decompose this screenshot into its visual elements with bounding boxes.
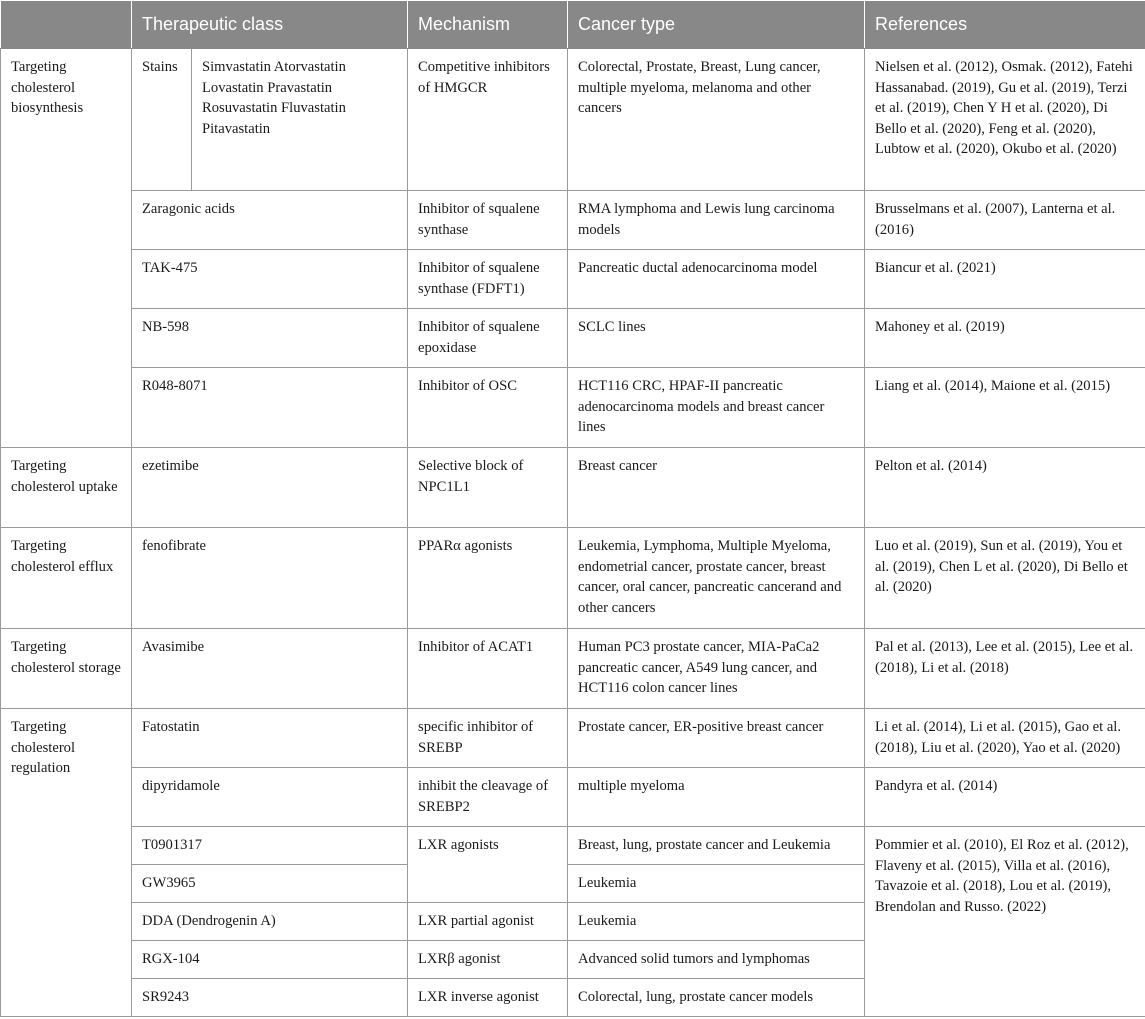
mechanism-cell: Competitive inhibitors of HMGCR [408, 49, 568, 191]
class-cell: DDA (Dendrogenin A) [132, 903, 408, 941]
class-cell: TAK-475 [132, 250, 408, 309]
statin-drug-list: Simvastatin Atorvastatin Lovastatin Pravastatin Rosuvastatin Fluvastatin Pitavastatin [192, 49, 408, 191]
class-cell: Avasimibe [132, 629, 408, 709]
mechanism-cell: Inhibitor of squalene epoxidase [408, 309, 568, 368]
references-cell: Pal et al. (2013), Lee et al. (2015), Lee et al. (2018), Li et al. (2018) [865, 629, 1145, 709]
header-references: References [865, 1, 1145, 49]
references-cell: Pelton et al. (2014) [865, 448, 1145, 528]
cancer-type-cell: Human PC3 prostate cancer, MIA-PaCa2 pancreatic cancer, A549 lung cancer, and HCT116 colon cancer lines [568, 629, 865, 709]
class-cell: SR9243 [132, 979, 408, 1017]
references-cell: Pandyra et al. (2014) [865, 768, 1145, 827]
class-statins: Stains [132, 49, 192, 191]
table-row [1, 768, 1145, 827]
cancer-type-cell: Pancreatic ductal adenocarcinoma model [568, 250, 865, 309]
references-cell: Mahoney et al. (2019) [865, 309, 1145, 368]
header-row [1, 1, 1145, 49]
cancer-type-cell: HCT116 CRC, HPAF-II pancreatic adenocarcinoma models and breast cancer lines [568, 368, 865, 448]
references-cell: Biancur et al. (2021) [865, 250, 1145, 309]
table-row [1, 827, 1145, 865]
mechanism-cell: LXR partial agonist [408, 903, 568, 941]
mechanism-cell: LXR agonists [408, 827, 568, 903]
mechanism-cell: inhibit the cleavage of SREBP2 [408, 768, 568, 827]
class-cell: dipyridamole [132, 768, 408, 827]
references-cell: Luo et al. (2019), Sun et al. (2019), You et al. (2019), Chen L et al. (2020), Di Bello et al. (2020) [865, 528, 1145, 629]
references-cell: Brusselmans et al. (2007), Lanterna et al. (2016) [865, 191, 1145, 250]
class-cell: RGX-104 [132, 941, 408, 979]
cancer-type-cell: RMA lymphoma and Lewis lung carcinoma models [568, 191, 865, 250]
group-label-efflux: Targeting cholesterol efflux [1, 528, 132, 629]
references-cell: Li et al. (2014), Li et al. (2015), Gao et al. (2018), Liu et al. (2020), Yao et al. (2020) [865, 709, 1145, 768]
table-row [1, 448, 1145, 528]
cancer-type-cell: SCLC lines [568, 309, 865, 368]
class-cell: R048-8071 [132, 368, 408, 448]
cancer-type-cell: Advanced solid tumors and lymphomas [568, 941, 865, 979]
mechanism-cell: LXR inverse agonist [408, 979, 568, 1017]
group-label-biosynthesis: Targeting cholesterol biosynthesis [1, 49, 132, 448]
cancer-type-cell: multiple myeloma [568, 768, 865, 827]
class-cell: Zaragonic acids [132, 191, 408, 250]
cancer-type-cell: Breast cancer [568, 448, 865, 528]
table-row [1, 528, 1145, 629]
header-group [1, 1, 132, 49]
cancer-type-cell: Prostate cancer, ER-positive breast cancer [568, 709, 865, 768]
class-cell: ezetimibe [132, 448, 408, 528]
class-cell: T0901317 [132, 827, 408, 865]
class-cell: NB-598 [132, 309, 408, 368]
table-row [1, 629, 1145, 709]
mechanism-cell: PPARα agonists [408, 528, 568, 629]
group-label-storage: Targeting cholesterol storage [1, 629, 132, 709]
header-mechanism: Mechanism [408, 1, 568, 49]
cancer-type-cell: Leukemia [568, 865, 865, 903]
cancer-type-cell: Breast, lung, prostate cancer and Leukemia [568, 827, 865, 865]
class-cell: Fatostatin [132, 709, 408, 768]
header-therapeutic-class: Therapeutic class [132, 1, 408, 49]
table-row [1, 309, 1145, 368]
mechanism-cell: LXRβ agonist [408, 941, 568, 979]
table-row [1, 49, 1145, 191]
cancer-type-cell: Leukemia [568, 903, 865, 941]
mechanism-cell: Inhibitor of squalene synthase (FDFT1) [408, 250, 568, 309]
references-cell-lxr: Pommier et al. (2010), El Roz et al. (2012), Flaveny et al. (2015), Villa et al. (2016), Tavazoie et al. (2018), Lou et al. (2019), Brendolan and Russo. (2022) [865, 827, 1145, 1017]
cancer-type-cell: Leukemia, Lymphoma, Multiple Myeloma, endometrial cancer, prostate cancer, breast cancer, oral cancer, pancreatic cancerand and other cancers [568, 528, 865, 629]
mechanism-cell: Inhibitor of squalene synthase [408, 191, 568, 250]
mechanism-cell: Selective block of NPC1L1 [408, 448, 568, 528]
table-row [1, 250, 1145, 309]
class-cell: fenofibrate [132, 528, 408, 629]
header-cancer-type: Cancer type [568, 1, 865, 49]
references-cell: Nielsen et al. (2012), Osmak. (2012), Fatehi Hassanabad. (2019), Gu et al. (2019), Terzi et al. (2019), Chen Y H et al. (2020), Di Bello et al. (2020), Feng et al. (2020), Lubtow et al. (2020), Okubo et al. (2020) [865, 49, 1145, 191]
class-cell: GW3965 [132, 865, 408, 903]
mechanism-cell: specific inhibitor of SREBP [408, 709, 568, 768]
references-cell: Liang et al. (2014), Maione et al. (2015) [865, 368, 1145, 448]
mechanism-cell: Inhibitor of ACAT1 [408, 629, 568, 709]
table-row [1, 709, 1145, 768]
mechanism-cell: Inhibitor of OSC [408, 368, 568, 448]
group-label-uptake: Targeting cholesterol uptake [1, 448, 132, 528]
table-row [1, 191, 1145, 250]
group-label-regulation: Targeting cholesterol regulation [1, 709, 132, 1017]
cancer-type-cell: Colorectal, lung, prostate cancer models [568, 979, 865, 1017]
table-row [1, 368, 1145, 448]
cancer-type-cell: Colorectal, Prostate, Breast, Lung cancer, multiple myeloma, melanoma and other cancers [568, 49, 865, 191]
